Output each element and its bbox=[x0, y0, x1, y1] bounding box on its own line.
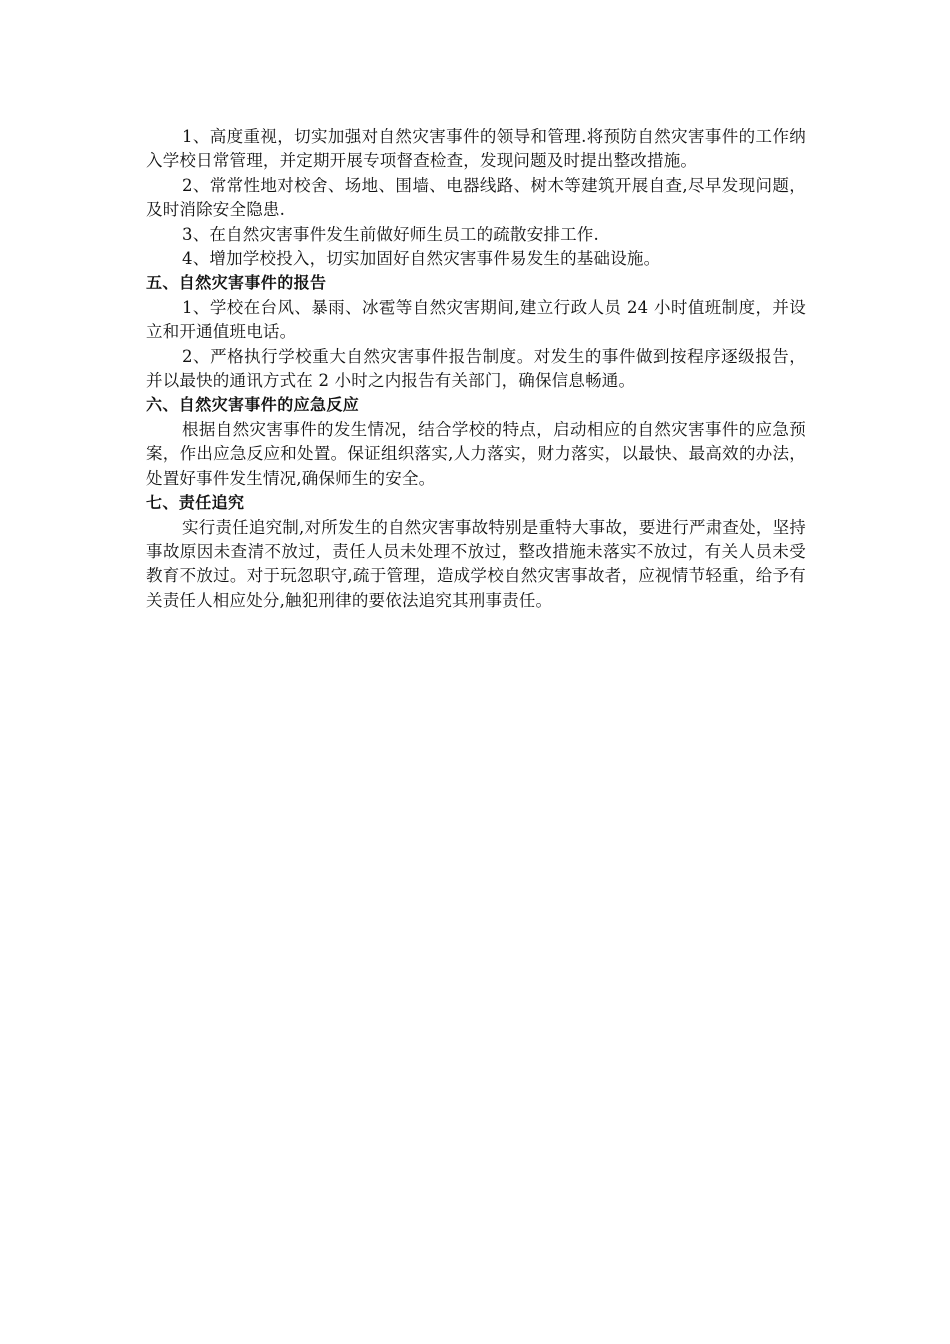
paragraph: 3、在自然灾害事件发生前做好师生员工的疏散安排工作. bbox=[182, 224, 599, 244]
paragraph: 2、严格执行学校重大自然灾害事件报告制度。对发生的事件做到按程序逐级报告，并以最快的通讯方式在 2 小时之内报告有关部门，确保信息畅通。 bbox=[146, 346, 806, 391]
paragraph: 1、高度重视，切实加强对自然灾害事件的领导和管理.将预防自然灾害事件的工作纳入学校日常管理，并定期开展专项督查检查，发现问题及时提出整改措施。 bbox=[146, 127, 806, 171]
paragraph: 实行责任追究制,对所发生的自然灾害事故特别是重特大事故，要进行严肃查处，坚持事故原因未查清不放过，责任人员未处理不放过，整改措施未落实不放过，有关人员未受教育不放过。对于玩忽职守,疏于管理，造成学校自然灾害事故者，应视情节轻重，给予有关责任人相应处分,触犯刑律的要依法追究其刑事责任。 bbox=[146, 517, 806, 610]
section-heading-accountability: 七、责任追究 bbox=[146, 493, 245, 513]
section-heading-emergency-response: 六、自然灾害事件的应急反应 bbox=[146, 395, 360, 415]
section-heading-report: 五、自然灾害事件的报告 bbox=[146, 273, 327, 293]
paragraph: 根据自然灾害事件的发生情况，结合学校的特点，启动相应的自然灾害事件的应急预案，作出应急反应和处置。保证组织落实,人力落实，财力落实，以最快、最高效的办法，处置好事件发生情况,确保师生的安全。 bbox=[146, 419, 806, 488]
document-body bbox=[146, 125, 806, 613]
paragraph: 4、增加学校投入，切实加固好自然灾害事件易发生的基础设施。 bbox=[182, 249, 661, 269]
paragraph: 1、学校在台风、暴雨、冰雹等自然灾害期间,建立行政人员 24 小时值班制度，并设立和开通值班电话。 bbox=[146, 297, 806, 342]
paragraph: 2、常常性地对校舍、场地、围墙、电器线路、树木等建筑开展自查,尽早发现问题，及时消除安全隐患. bbox=[146, 175, 806, 220]
